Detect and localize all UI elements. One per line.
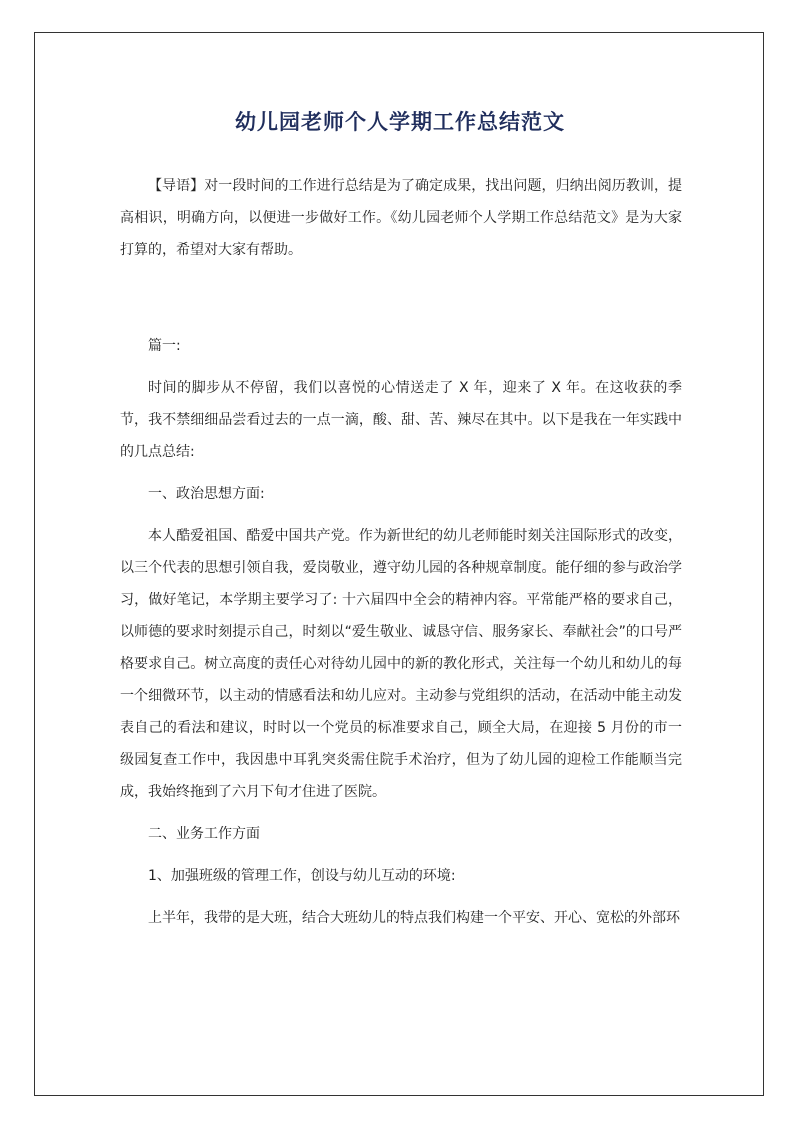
heading-class-management: 1、加强班级的管理工作，创设与幼儿互动的环境:	[148, 868, 456, 884]
section-label: 篇一:	[148, 338, 181, 354]
document-title: 幼儿园老师个人学期工作总结范文	[235, 110, 565, 134]
intro-paragraph: 【导语】对一段时间的工作进行总结是为了确定成果，找出问题，归纳出阅历教训，提高相识，明确方向，以便进一步做好工作。《幼儿园老师个人学期工作总结范文》是为大家打算的，希望对大家有帮助。	[120, 178, 682, 258]
spacer	[120, 850, 682, 860]
spacer	[120, 468, 682, 478]
heading-politics: 一、政治思想方面:	[148, 486, 265, 502]
spacer	[120, 510, 682, 520]
paragraph-2: 本人酷爱祖国、酷爱中国共产党。作为新世纪的幼儿老师能时刻关注国际形式的改变，以三个代表的思想引领自我，爱岗敬业，遵守幼儿园的各种规章制度。能仔细的参与政治学习，做好笔记，本学期主要学习了: 十六届四中全会的精神内容。平常能严格的要求自己，以师德的要求时刻提示自己，时刻以“爱生敬业、诚恳守信、服务家长、奉献社会”的口号严格要求自己。树立高度的责任心对待幼儿园中的新的教化形式，关注每一个幼儿和幼儿的每一个细微环节，以主动的情感看法和幼儿应对。主动参与党组织的活动，在活动中能主动发表自己的看法和建议，时时以一个党员的标准要求自己，顾全大局，在迎接 5 月份的市一级园复查工作中，我因患中耳乳突炎需住院手术治疗，但为了幼儿园的迎检工作能顺当完成，我始终拖到了六月下旬才住进了医院。	[120, 528, 682, 800]
heading-business: 二、业务工作方面	[148, 826, 260, 842]
spacer	[120, 892, 682, 902]
paragraph-gap	[120, 266, 682, 330]
spacer	[120, 808, 682, 818]
spacer	[120, 362, 682, 372]
paragraph-1: 时间的脚步从不停留，我们以喜悦的心情送走了 X 年，迎来了 X 年。在这收获的季节，我不禁细细品尝看过去的一点一滴，酸、甜、苦、辣尽在其中。以下是我在一年实践中的几点总结:	[120, 380, 682, 460]
paragraph-3: 上半年，我带的是大班，结合大班幼儿的特点我们构建一个平安、开心、宽松的外部环	[148, 910, 680, 926]
document-body	[120, 170, 682, 934]
